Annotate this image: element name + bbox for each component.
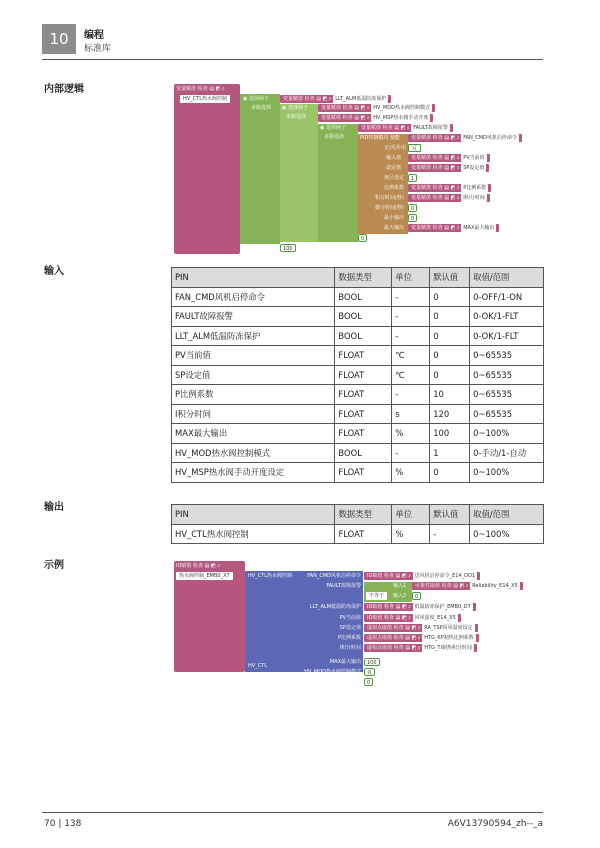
table-cell: FLOAT [335, 365, 392, 385]
table-cell: 0~100% [470, 463, 544, 483]
fan-io-read[interactable]: IO取值 检查 ▤ ◩ ⌕ 送风机启停命令_E14_DO1 [364, 572, 480, 580]
output-table-header [172, 505, 544, 525]
table-cell: 0 [430, 346, 470, 366]
prop-coef-label: 比例系数 [384, 185, 405, 191]
io-assign-label: IO赋值 [176, 563, 192, 569]
table-cell: 0~65535 [470, 346, 544, 366]
p-var-block[interactable]: 变量赋值 检查 ▤ ◩ ⌕ P比例系数 [408, 184, 491, 192]
table-cell: % [392, 424, 430, 444]
table-cell: FLOAT [335, 424, 392, 444]
table-cell: 0~100% [470, 424, 544, 444]
section-example: 示例 [44, 560, 64, 571]
table-cell: 100 [430, 424, 470, 444]
table-cell: BOOL [335, 287, 392, 307]
table-cell: - [392, 326, 430, 346]
param-p: P比例系数 [337, 635, 361, 641]
pv-var-block[interactable]: 变量赋值 检查 ▤ ◩ ⌕ PV当前值 [408, 154, 490, 162]
max-var-block[interactable]: 变量赋值 检查 ▤ ◩ ⌕ MAX最大输出 [408, 224, 499, 232]
table-cell: 0-OFF/1-ON [470, 287, 544, 307]
hv-msp-var-block[interactable]: 变量赋值 检查 ▤ ◩ ⌕ HV_MSP热水阀手动开度 [318, 114, 433, 122]
col-unit: 单位 [392, 505, 430, 525]
llt-io-read[interactable]: IO取值 检查 ▤ ◩ ⌕ 低温防冻保护_EMB0_D7 [364, 603, 476, 611]
param-mod: HV_MOD热水阀控制模式 [304, 669, 361, 675]
table-row [172, 463, 544, 483]
col-pin: PIN [172, 505, 335, 525]
table-cell: 10 [430, 385, 470, 405]
multi-select-label-2: 多路选择 [286, 114, 307, 120]
table-cell: - [392, 385, 430, 405]
section-internal-logic: 内部逻辑 [44, 84, 84, 95]
deriv-time-label: 微分时间(秒) [375, 205, 404, 211]
param-fan: FAN_CMD风机启停命令 [307, 573, 361, 579]
table-cell: HV_MOD热水阀控制模式 [172, 443, 335, 463]
min-out-label: 最小输出 [384, 215, 405, 221]
table-cell: ℃ [392, 346, 430, 366]
table-cell: FLOAT [335, 385, 392, 405]
positive-action-label: 正/反作用 [384, 145, 406, 151]
table-cell: BOOL [335, 307, 392, 327]
input-value-label: 输入值 [386, 155, 402, 161]
table-cell: - [430, 524, 470, 544]
table-cell: P比例系数 [172, 385, 335, 405]
int-time-label: 积分时间(秒) [375, 195, 404, 201]
table-cell: FLOAT [335, 463, 392, 483]
table-cell: HV_MSP热水阀手动开度设定 [172, 463, 335, 483]
fault-reliability-read[interactable]: 可靠性取值 检查 ▤ ◩ ⌕ Reliability_E14_X5 [412, 582, 523, 590]
var-assign-label: 变量赋值 [176, 86, 197, 92]
pv-io-read[interactable]: IO取值 检查 ▤ ◩ ⌕ 回风温度_E14_X5 [364, 614, 461, 622]
table-cell: FLOAT [335, 404, 392, 424]
table-cell: 0~65535 [470, 404, 544, 424]
param-sp: SP设定值 [339, 625, 361, 631]
table-cell: 0 [430, 365, 470, 385]
col-type: 数据类型 [335, 268, 392, 288]
table-row [172, 385, 544, 405]
table-cell: LLT_ALM低温防冻保护 [172, 326, 335, 346]
col-default: 默认值 [430, 268, 470, 288]
table-cell: % [392, 524, 430, 544]
outer-default-value[interactable]: 100 [280, 244, 296, 252]
table-cell: - [392, 307, 430, 327]
table-row [172, 524, 544, 544]
table-row [172, 443, 544, 463]
table-cell: 1 [430, 443, 470, 463]
table-row [172, 424, 544, 444]
table-cell: 0 [430, 307, 470, 327]
table-row [172, 404, 544, 424]
p-virt-read[interactable]: 虚拟点取值 检查 ▤ ◩ ⌕ HTG_KP制热比例系数 [364, 634, 479, 642]
output-table [171, 504, 544, 544]
multi-select-label-3: 多路选择 [324, 134, 345, 140]
i-virt-read[interactable]: 虚拟点取值 检查 ▤ ◩ ⌕ HTG_TI制热积分时间 [364, 644, 477, 652]
setpoint-label: 设定值 [386, 165, 402, 171]
sp-var-block[interactable]: 变量赋值 检查 ▤ ◩ ⌕ SP设定值 [408, 164, 489, 172]
param-fault: FAULT故障报警 [326, 583, 361, 589]
col-default: 默认值 [430, 505, 470, 525]
fan-var-block[interactable]: 变量赋值 检查 ▤ ◩ ⌕ FAN_CMD风机启停命令 [408, 134, 522, 142]
chapter-number: 10 [42, 24, 76, 54]
col-range: 取值/范围 [470, 268, 544, 288]
header-divider [42, 59, 543, 60]
table-cell: 0 [430, 463, 470, 483]
deriv-time-value[interactable]: 0 [408, 204, 417, 212]
input2-value[interactable]: 0 [412, 592, 421, 600]
max-value[interactable]: 100 [364, 658, 380, 666]
param-llt: LLT_ALM低温防冻保护 [310, 604, 361, 610]
table-cell: FLOAT [335, 346, 392, 366]
page-number: 70 | 138 [44, 819, 82, 829]
select-gate-block-3[interactable] [318, 124, 358, 242]
function-output: HV_CTL [248, 663, 268, 669]
i-var-block[interactable]: 变量赋值 检查 ▤ ◩ ⌕ I积分时间 [408, 194, 490, 202]
hv-mod-var-block[interactable]: 变量赋值 检查 ▤ ◩ ⌕ HV_MOD热水阀控制模式 [318, 104, 435, 112]
param-i: I积分时间 [339, 645, 361, 651]
table-cell: I积分时间 [172, 404, 335, 424]
input2-label: 输入2 [393, 593, 407, 599]
table-cell: SP设定值 [172, 365, 335, 385]
table-cell: 0~100% [470, 524, 544, 544]
table-cell: BOOL [335, 443, 392, 463]
col-pin: PIN [172, 268, 335, 288]
table-cell: BOOL [335, 326, 392, 346]
table-cell: 0-手动/1-自动 [470, 443, 544, 463]
positive-action-value[interactable]: 反 [408, 144, 421, 152]
check-label: 检查 [197, 86, 208, 92]
input1-label: 输入1 [393, 583, 407, 589]
function-name: HV_CTL热水阀控制 [248, 573, 293, 579]
table-cell: - [392, 287, 430, 307]
footer-divider [42, 812, 543, 813]
table-cell: FLOAT [335, 524, 392, 544]
dead-zone-label: 死区设定 [384, 175, 405, 181]
max-out-label: 最大输出 [384, 225, 405, 231]
min-out-value[interactable]: 0 [408, 214, 417, 222]
select-gate-block[interactable] [240, 94, 280, 244]
chapter-subtitle: 标准库 [84, 44, 112, 54]
dead-zone-value[interactable]: 1 [408, 174, 417, 182]
table-cell: 0 [430, 287, 470, 307]
table-cell: s [392, 404, 430, 424]
param-max: MAX最大输出 [329, 659, 361, 665]
table-cell: 0-OK/1-FLT [470, 326, 544, 346]
doc-id: A6V13790594_zh--_a [447, 819, 543, 829]
select-gate-block-2[interactable] [280, 104, 318, 242]
table-row [172, 365, 544, 385]
select-gate-label: 选择闸子 [248, 96, 269, 102]
var-assign-block[interactable] [174, 84, 240, 254]
table-cell: 120 [430, 404, 470, 424]
col-type: 数据类型 [335, 505, 392, 525]
chapter-title: 编程 [84, 30, 104, 41]
table-cell: ℃ [392, 365, 430, 385]
select-default-value[interactable]: 0 [358, 234, 367, 242]
table-cell: PV当前值 [172, 346, 335, 366]
section-outputs: 输出 [44, 502, 64, 513]
table-row [172, 326, 544, 346]
not-equal-op[interactable]: 不等于 [366, 592, 387, 600]
msp-value[interactable]: 0 [364, 678, 373, 686]
table-cell: - [392, 443, 430, 463]
table-row [172, 307, 544, 327]
llt-var-block[interactable]: 变量赋值 检查 ▤ ◩ ⌕ LLT_ALM低温防冻保护 [280, 95, 391, 103]
table-cell: 0-OK/1-FLT [470, 307, 544, 327]
param-msp: HV_MSP热水阀手动开度 [305, 679, 361, 685]
target-field[interactable]: 热水阀控制_EMB0_X7 [176, 572, 233, 580]
table-cell: FAN_CMD风机启停命令 [172, 287, 335, 307]
input-table [171, 267, 544, 483]
table-cell: 0~65535 [470, 385, 544, 405]
table-row [172, 287, 544, 307]
multi-select-label: 多路选择 [251, 105, 272, 111]
param-pv: PV当前值 [339, 615, 361, 621]
section-inputs: 输入 [44, 266, 64, 277]
col-unit: 单位 [392, 268, 430, 288]
table-cell: MAX最大输出 [172, 424, 335, 444]
table-cell: % [392, 463, 430, 483]
sp-virt-read[interactable]: 虚拟点取值 检查 ▤ ◩ ⌕ RA_TSP回风温度设定 [364, 624, 478, 632]
table-cell: HV_CTL热水阀控制 [172, 524, 335, 544]
table-cell: FAULT故障报警 [172, 307, 335, 327]
pid-label: PID控制模块 [360, 135, 389, 141]
table-cell: 0 [430, 326, 470, 346]
col-range: 取值/范围 [470, 505, 544, 525]
input-table-header [172, 268, 544, 288]
fault-var-block[interactable]: 变量赋值 检查 ▤ ◩ ⌕ FAULT故障报警 [358, 124, 453, 132]
out-var-field[interactable]: HV_CTL热水阀控制 [180, 95, 230, 103]
mod-value[interactable]: 真 [364, 668, 375, 676]
table-row [172, 346, 544, 366]
table-cell: 0~65535 [470, 365, 544, 385]
